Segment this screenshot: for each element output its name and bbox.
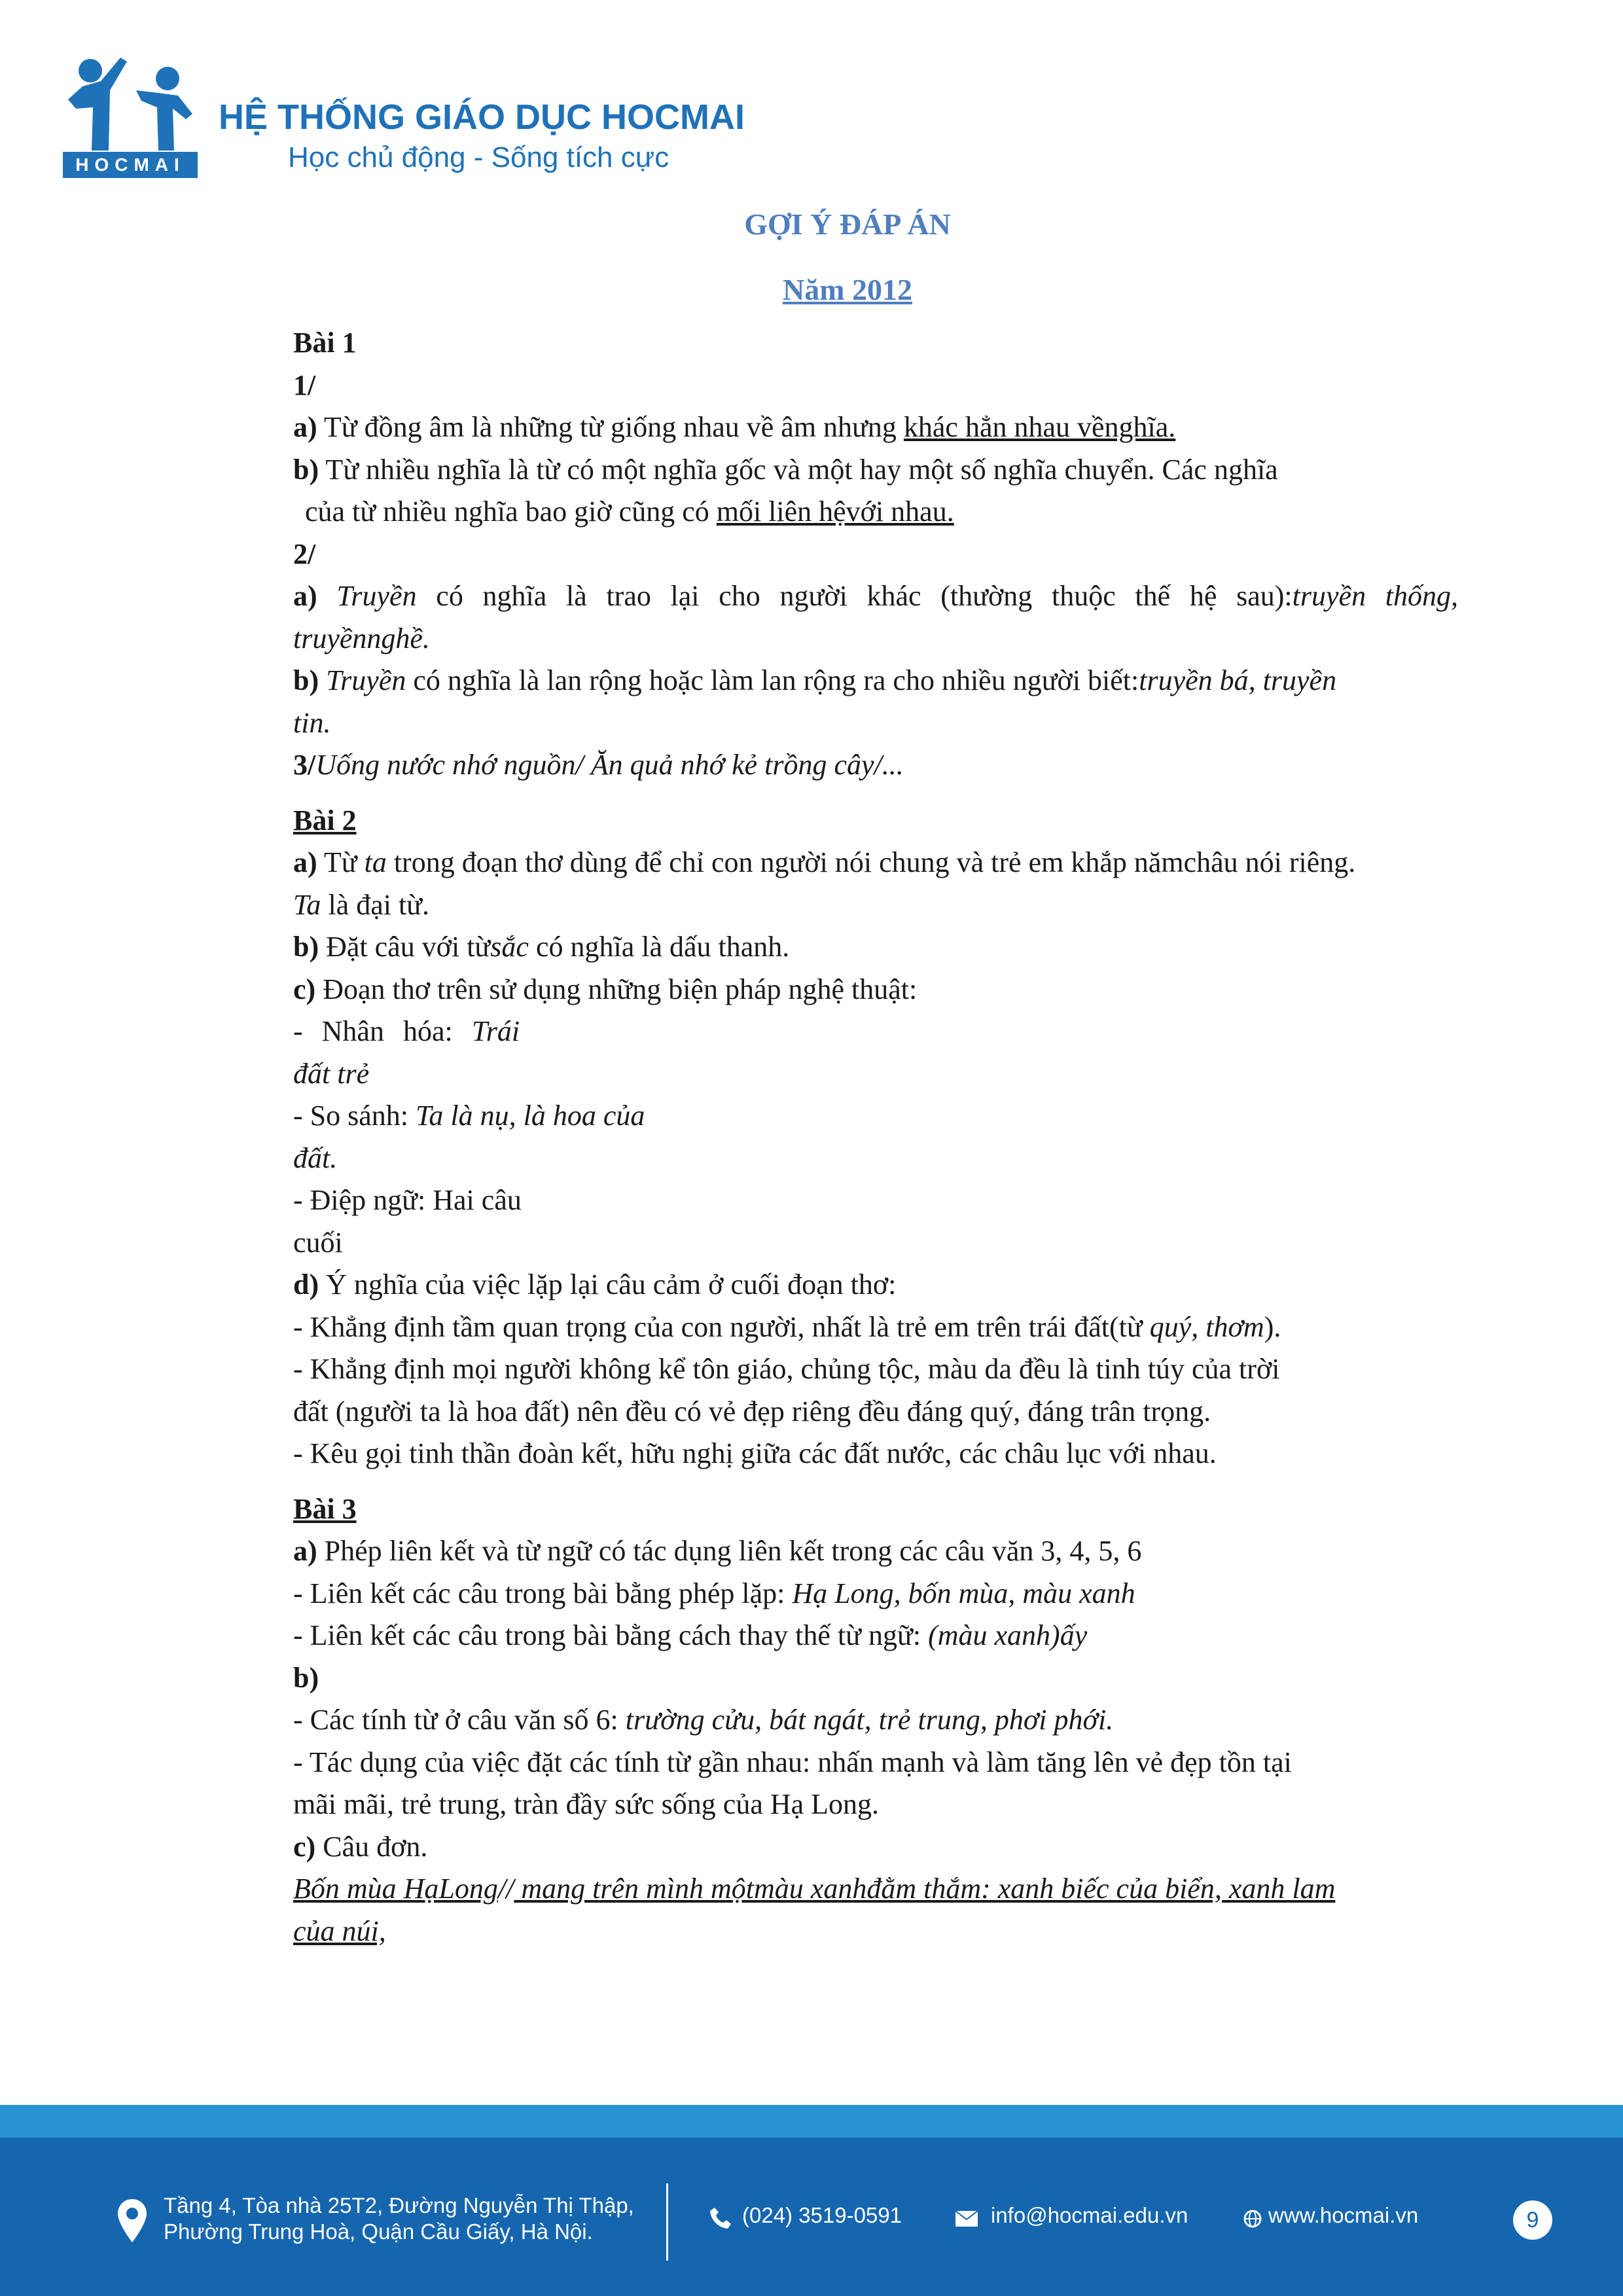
section-heading: Bài 1 — [293, 327, 357, 359]
phone-icon — [708, 2206, 733, 2231]
answer-line: - Kêu gọi tinh thần đoàn kết, hữu nghị giữa các đất nước, các châu lục với nhau. — [293, 1437, 1217, 1469]
answer-line: b) — [293, 1661, 319, 1694]
answer-line: - Tác dụng của việc đặt các tính từ gần nhau: nhấn mạnh và làm tăng lên vẻ đẹp tồn tại — [293, 1746, 1292, 1778]
footer-phone[interactable]: (024) 3519-0591 — [742, 2203, 902, 2227]
answer-line: mãi mãi, trẻ trung, tràn đầy sức sống của Hạ Long. — [293, 1788, 880, 1820]
hocmai-logo — [63, 52, 198, 181]
globe-icon — [1243, 2210, 1262, 2228]
footer — [0, 2138, 1623, 2296]
answer-line: a) Từ đồng âm là những từ giống nhau về âm nhưng khác hẳn nhau vềnghĩa. — [293, 411, 1176, 443]
answer-line: - Điệp ngữ: Hai câu — [293, 1184, 522, 1216]
answer-line: a) Từ ta trong đoạn thơ dùng để chỉ con người nói chung và trẻ em khắp nămchâu nói riêng. — [293, 846, 1356, 878]
brand-name: HỆ THỐNG GIÁO DỤC HOCMAI — [219, 98, 745, 137]
answer-line: Ta là đại từ. — [293, 888, 430, 921]
question-number: 1/ — [293, 368, 316, 401]
footer-email[interactable]: info@hocmai.edu.vn — [991, 2203, 1188, 2227]
answer-line: tin. — [293, 706, 331, 739]
answer-line: cuối — [293, 1226, 343, 1259]
question-number: 2/ — [293, 537, 316, 570]
answer-line: - Khẳng định mọi người không kể tôn giáo, chủng tộc, màu da đều là tinh túy của trời — [293, 1353, 1280, 1385]
answer-line: - So sánh: Ta là nụ, là hoa của — [293, 1100, 645, 1132]
section-heading: Bài 3 — [293, 1492, 357, 1525]
brand-slogan: Học chủ động - Sống tích cực — [288, 141, 669, 173]
logo-figures-icon — [63, 52, 198, 151]
address-line: Tầng 4, Tòa nhà 25T2, Đường Nguyễn Thị Thập, — [164, 2193, 634, 2217]
answer-line: của núi, — [293, 1914, 386, 1947]
document-title: GỢI Ý ĐÁP ÁN — [744, 207, 951, 241]
answer-line: a) Phép liên kết và từ ngữ có tác dụng liên kết trong các câu văn 3, 4, 5, 6 — [293, 1535, 1142, 1567]
answer-line: b) Từ nhiều nghĩa là từ có một nghĩa gốc và một hay một số nghĩa chuyển. Các nghĩa — [293, 453, 1278, 486]
answer-line: - Các tính từ ở câu văn số 6: trường cửu, bát ngát, trẻ trung, phơi phới. — [293, 1704, 1114, 1736]
answer-line: đất trẻ — [293, 1057, 370, 1090]
section-heading: Bài 2 — [293, 804, 357, 836]
footer-address — [164, 2193, 634, 2245]
answer-line: - Khẳng định tầm quan trọng của con người, nhất là trẻ em trên trái đất(từ quý, thơm). — [293, 1310, 1281, 1343]
answer-line: b) Truyền có nghĩa là lan rộng hoặc làm lan rộng ra cho nhiều người biết:truyền bá, truyền — [293, 664, 1337, 696]
answer-line: 3/Uống nước nhớ nguồn/ Ăn quả nhớ kẻ trồng cây/... — [293, 749, 904, 781]
answer-line: - Liên kết các câu trong bài bằng cách thay thế từ ngữ: (màu xanh)ấy — [293, 1619, 1088, 1651]
footer-website[interactable]: www.hocmai.vn — [1268, 2203, 1419, 2227]
footer-accent-bar — [0, 2105, 1623, 2138]
document-subtitle: Năm 2012 — [782, 273, 913, 306]
answer-line: a) Truyền có nghĩa là trao lại cho người khác (thường thuộc thế hệ sau):truyền thống, — [293, 580, 1458, 612]
answer-line: truyềnnghề. — [293, 622, 430, 655]
answer-line: Bốn mùa HạLong// mang trên mình mộtmàu xanhđằm thắm: xanh biếc của biển, xanh lam — [293, 1873, 1336, 1905]
answer-line: b) Đặt câu với từsắc có nghĩa là dấu thanh. — [293, 931, 790, 963]
answer-line: c) Đoạn thơ trên sử dụng những biện pháp nghệ thuật: — [293, 973, 918, 1005]
footer-divider — [666, 2183, 668, 2261]
answer-line: của từ nhiều nghĩa bao giờ cũng có mối liên hệvới nhau. — [305, 495, 954, 528]
answer-line: - Nhân hóa: Trái — [293, 1015, 520, 1047]
answer-line: d) Ý nghĩa của việc lặp lại câu cảm ở cuối đoạn thơ: — [293, 1268, 897, 1300]
logo-text: HOCMAI — [63, 152, 198, 178]
answer-line: c) Câu đơn. — [293, 1830, 428, 1863]
address-line: Phường Trung Hoà, Quận Cầu Giấy, Hà Nội. — [164, 2219, 593, 2244]
answer-line: - Liên kết các câu trong bài bằng phép lặp: Hạ Long, bốn mùa, màu xanh — [293, 1577, 1135, 1609]
location-pin-icon — [116, 2198, 148, 2244]
answer-line: đất (người ta là hoa đất) nên đều có vẻ đẹp riêng đều đáng quý, đáng trân trọng. — [293, 1395, 1211, 1427]
document-body — [293, 322, 1458, 1952]
mail-icon — [955, 2211, 978, 2227]
page-number: 9 — [1513, 2200, 1552, 2240]
answer-line: đất. — [293, 1141, 338, 1174]
